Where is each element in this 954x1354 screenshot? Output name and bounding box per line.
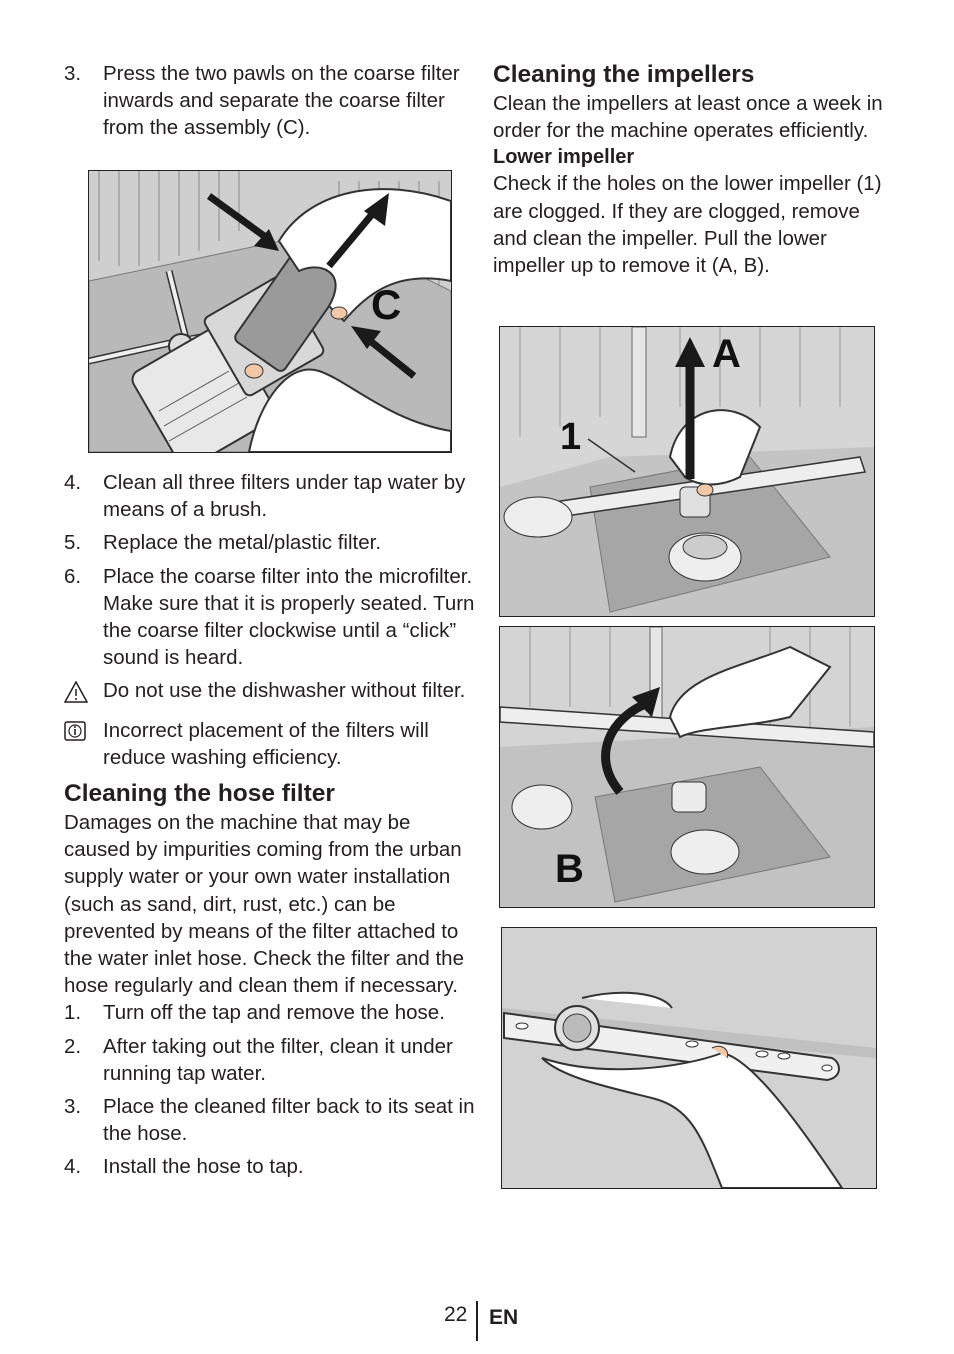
info-icon xyxy=(64,717,103,771)
hose-step-2 xyxy=(64,1033,480,1087)
step-number: 4. xyxy=(64,471,82,494)
footer-divider xyxy=(476,1301,478,1341)
step-text: Place the cleaned filter back to its seat in the hose. xyxy=(103,1095,475,1146)
step-text: Replace the metal/plastic filter. xyxy=(103,531,382,555)
step-6 xyxy=(64,563,480,672)
language-code: EN xyxy=(489,1306,519,1329)
left-column xyxy=(64,60,480,148)
step-number: 1. xyxy=(64,1001,82,1025)
info-note xyxy=(64,717,480,771)
figure-impeller-b xyxy=(499,626,875,908)
step-number: 4. xyxy=(64,1155,82,1179)
hose-step-3 xyxy=(64,1093,480,1147)
lower-impeller-subheading: Lower impeller xyxy=(493,146,635,169)
step-3 xyxy=(64,60,480,142)
step-text: Press the two pawls on the coarse filter inwards and separate the coarse filter from the assembly (C). xyxy=(103,62,460,140)
step-text: Turn off the tap and remove the hose. xyxy=(103,1001,445,1025)
step-5 xyxy=(64,529,480,556)
step-number: 3. xyxy=(64,1095,82,1119)
callout-1: 1 xyxy=(560,416,582,458)
hose-filter-heading: Cleaning the hose filter xyxy=(64,780,335,808)
step-number: 6. xyxy=(64,564,82,588)
info-text: Incorrect placement of the filters will reduce washing efficiency. xyxy=(103,718,429,769)
hose-step-4 xyxy=(64,1153,480,1180)
page-number: 22 xyxy=(444,1303,468,1326)
step-4 xyxy=(64,469,480,523)
hose-step-1 xyxy=(64,999,480,1026)
hose-filter-body: Damages on the machine that may be caused by impurities coming from the urban supply water or your own water installation (such as sand, dirt, rust, etc.) can be prevented by means of the filter attached to the water inlet hose. Check the filter and the hose regularly and clean them if necessary. xyxy=(64,811,464,998)
lower-impeller-body: Check if the holes on the lower impeller (1) are clogged. If they are clogged, remove and clean the impeller. Pull the lower impeller up to remove it (A, B). xyxy=(493,172,882,278)
step-text: Install the hose to tap. xyxy=(103,1155,304,1179)
figure-label-c: C xyxy=(371,281,402,328)
impeller-pull-up-illustration xyxy=(500,327,874,616)
warning-triangle-icon xyxy=(64,677,103,710)
coarse-filter-illustration xyxy=(89,171,451,452)
step-text: After taking out the filter, clean it under running tap water. xyxy=(103,1034,453,1085)
figure-impeller-holes xyxy=(501,927,877,1189)
impellers-intro: Clean the impellers at least once a week in order for the machine operates efficiently. xyxy=(493,92,883,143)
impeller-removal-illustration xyxy=(500,627,874,907)
impellers-heading: Cleaning the impellers xyxy=(493,61,755,88)
figure-impeller-a xyxy=(499,326,875,617)
left-column-lower xyxy=(64,469,480,1187)
figure-label-b: B xyxy=(555,847,584,891)
step-text: Place the coarse filter into the microfilter. Make sure that it is properly seated. Turn the coarse filter clockwise until a “click” sound is heard. xyxy=(103,564,475,670)
step-number: 2. xyxy=(64,1034,82,1058)
impeller-holes-illustration xyxy=(502,928,876,1188)
right-column xyxy=(493,60,893,279)
warning-note xyxy=(64,677,480,710)
step-text: Clean all three filters under tap water by means of a brush. xyxy=(103,471,466,522)
figure-label-a: A xyxy=(712,332,741,376)
step-number: 5. xyxy=(64,531,82,555)
step-number: 3. xyxy=(64,62,82,85)
warning-text: Do not use the dishwasher without filter. xyxy=(103,679,466,703)
figure-coarse-filter xyxy=(88,170,452,453)
